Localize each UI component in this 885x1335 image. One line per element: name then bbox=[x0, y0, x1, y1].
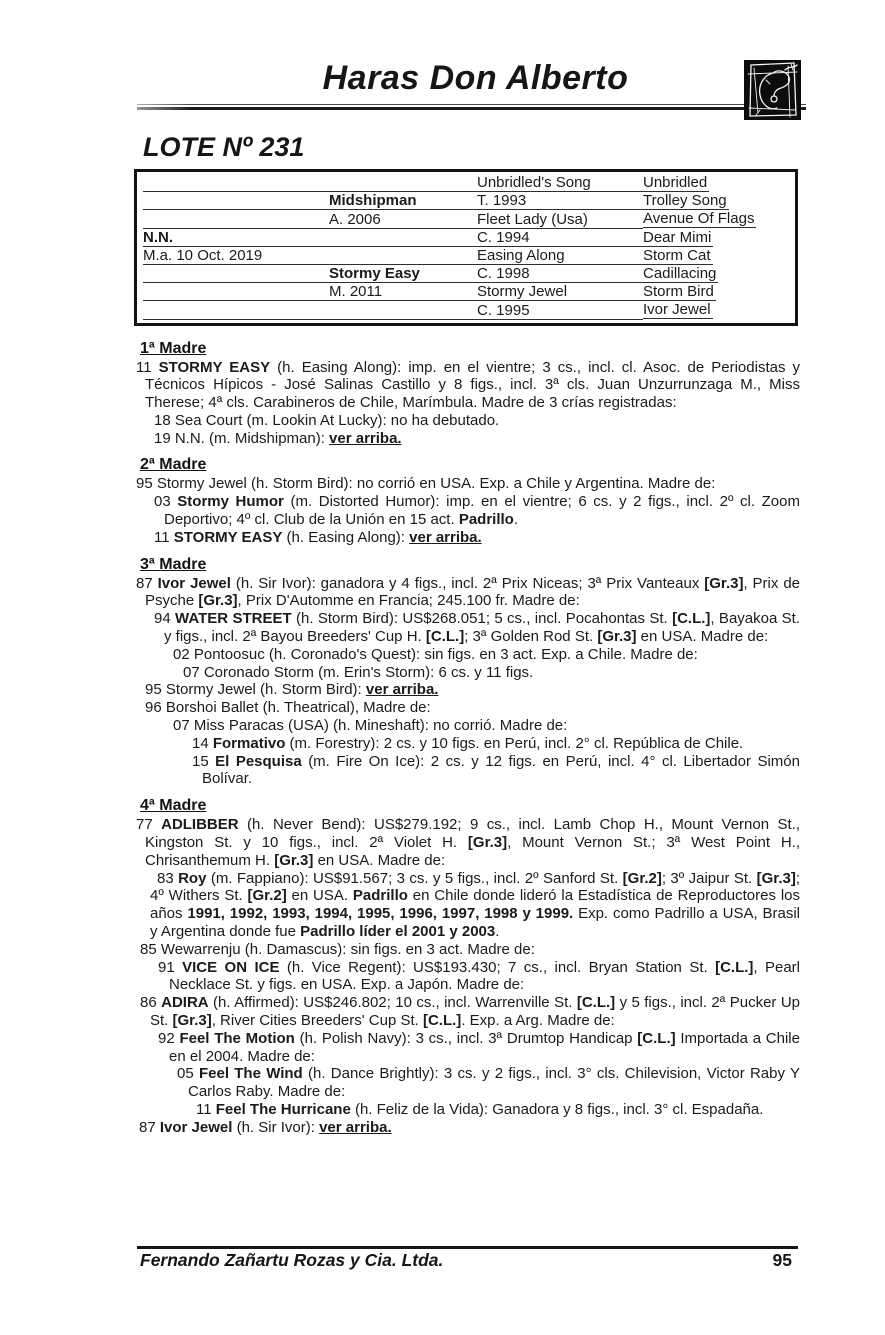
text-segment: [C.L.] bbox=[672, 610, 711, 628]
text-segment: STORMY EASY bbox=[173, 528, 283, 546]
text-segment: VICE ON ICE bbox=[182, 958, 280, 976]
text-segment: 11 bbox=[196, 1100, 216, 1118]
pedigree-cell: C. 1998 bbox=[477, 265, 643, 283]
text-segment: en USA. Madre de: bbox=[636, 628, 769, 646]
footer-divider bbox=[137, 1246, 798, 1249]
text-segment: Feel The Motion bbox=[179, 1029, 295, 1047]
pedigree-row bbox=[143, 174, 795, 192]
auctioneer-company: Fernando Zañartu Rozas y Cia. Ltda. bbox=[140, 1250, 444, 1270]
pedigree-note bbox=[0, 816, 885, 869]
text-segment: , Prix D'Automme en Francia; 245.100 fr. Madre de: bbox=[237, 592, 580, 610]
text-segment: 95 Stormy Jewel (h. Storm Bird): no corrió en USA. Exp. a Chile y Argentina. Madre de: bbox=[136, 475, 716, 493]
pedigree-note bbox=[0, 994, 885, 1030]
pedigree-table bbox=[134, 169, 798, 326]
text-segment: en Chile donde lideró la Estadística de Reproductores los años bbox=[150, 887, 800, 923]
pedigree-cell-text: Trolley Song bbox=[643, 192, 727, 210]
dam-section-heading: 2ª Madre bbox=[140, 456, 207, 474]
pedigree-note bbox=[0, 493, 885, 529]
pedigree-cell-text: Unbridled bbox=[643, 174, 708, 191]
pedigree-note bbox=[0, 1030, 885, 1066]
text-segment: Feel The Wind bbox=[198, 1065, 303, 1083]
dam-section-heading: 3ª Madre bbox=[140, 555, 207, 573]
page-number: 95 bbox=[772, 1250, 792, 1270]
text-segment: (h. Affirmed): US$246.802; 10 cs., incl. Warrenville St. bbox=[208, 994, 577, 1012]
text-segment: [Gr.3] bbox=[704, 574, 744, 592]
pedigree-note bbox=[0, 699, 885, 717]
pedigree-note bbox=[0, 529, 885, 547]
pedigree-note bbox=[0, 610, 885, 646]
pedigree-cell: M.a. 10 Oct. 2019 bbox=[143, 247, 329, 265]
pedigree-cell-text: Avenue Of Flags bbox=[643, 210, 755, 228]
text-segment: 96 Borshoi Ballet (h. Theatrical), Madre de: bbox=[145, 699, 431, 717]
text-segment: Padrillo bbox=[352, 887, 408, 905]
pedigree-cell bbox=[329, 247, 477, 265]
text-segment: [Gr.3] bbox=[597, 628, 637, 646]
text-segment: (m. Fire On Ice): 2 cs. y 12 figs. en Perú, incl. 4° cl. Libertador Simón Bolívar. bbox=[202, 752, 800, 788]
text-segment: [Gr.2] bbox=[622, 869, 662, 887]
lot-number-title: LOTE Nº 231 bbox=[143, 132, 305, 162]
text-segment: Ivor Jewel bbox=[159, 1118, 233, 1136]
text-segment: STORMY EASY bbox=[158, 358, 271, 376]
text-segment: ADLIBBER bbox=[161, 816, 239, 834]
text-segment: , River Cities Breeders' Cup St. bbox=[211, 1012, 423, 1029]
text-segment: ADIRA bbox=[161, 994, 209, 1012]
text-segment: 11 bbox=[136, 358, 159, 376]
text-segment: 1991, 1992, 1993, 1994, 1995, 1996, 1997, 1998 y 1999. bbox=[187, 905, 574, 923]
text-segment: ver arriba. bbox=[319, 1118, 392, 1136]
text-segment: [C.L.] bbox=[715, 958, 754, 976]
text-segment: Stormy Humor bbox=[177, 493, 284, 511]
text-segment: en USA. Madre de: bbox=[313, 851, 446, 869]
text-segment: (h. Sir Ivor): bbox=[232, 1118, 320, 1136]
text-segment: Importada a Chile en el 2004. Madre de: bbox=[169, 1029, 800, 1065]
pedigree-cell-text: Dear Mimi bbox=[643, 228, 712, 246]
pedigree-row bbox=[143, 283, 795, 301]
pedigree-cell bbox=[143, 174, 329, 192]
text-segment: y 5 figs., incl. 2ª Pucker Up St. bbox=[150, 994, 801, 1029]
text-segment: Padrillo bbox=[458, 511, 514, 529]
text-segment: WATER STREET bbox=[175, 610, 292, 628]
pedigree-cell bbox=[643, 265, 795, 283]
text-segment: , Mount Vernon St.; 3ª West Point H., Chrisanthemum H. bbox=[145, 834, 800, 869]
text-segment: (h. Storm Bird): US$268.051; 5 cs., incl. Pocahontas St. bbox=[291, 610, 673, 628]
text-segment: ; 3º Jaipur St. bbox=[661, 869, 757, 887]
footer-row bbox=[137, 1250, 798, 1271]
text-segment: (m. Fappiano): US$91.567; 3 cs. y 5 figs., incl. 2º Sanford St. bbox=[206, 869, 623, 887]
pedigree-note bbox=[0, 646, 885, 664]
pedigree-cell bbox=[643, 229, 795, 247]
text-segment: [Gr.2] bbox=[247, 887, 287, 905]
text-segment: , Prix de Psyche bbox=[145, 574, 801, 610]
text-segment: (h. Never Bend): US$279.192; 9 cs., incl. Lamb Chop H., Mount Vernon St., Kingston St. y 10 figs., incl. 2ª Violet H. bbox=[145, 816, 800, 852]
text-segment: [C.L.] bbox=[425, 628, 465, 646]
text-segment: ver arriba. bbox=[365, 681, 439, 699]
text-segment: [C.L.] bbox=[576, 994, 616, 1012]
pedigree-cell bbox=[643, 192, 795, 210]
text-segment: (h. Dance Brightly): 3 cs. y 2 figs., incl. 3° cls. Chilevision, Victor Raby Y Carlos Raby. Madre de: bbox=[188, 1065, 800, 1101]
pedigree-cell-text: Cadillacing bbox=[643, 264, 717, 282]
pedigree-cell: Easing Along bbox=[477, 247, 643, 265]
text-segment: . bbox=[495, 923, 500, 941]
pedigree-cell: Unbridled's Song bbox=[477, 174, 643, 192]
pedigree-note bbox=[0, 664, 885, 682]
text-segment: ver arriba. bbox=[409, 528, 482, 546]
text-segment: (h. Easing Along): bbox=[282, 528, 410, 546]
text-segment: 05 bbox=[177, 1065, 199, 1083]
pedigree-cell bbox=[143, 265, 329, 283]
pedigree-cell: Stormy Easy bbox=[329, 265, 477, 283]
text-segment: (m. Distorted Humor): imp. en el vientre; 6 cs. y 2 figs., incl. 2º cl. Zoom Deportivo; 4º cl. Club de la Unión en 15 act. bbox=[164, 493, 800, 529]
text-segment: Roy bbox=[178, 869, 207, 887]
pedigree-cell: Stormy Jewel bbox=[477, 283, 643, 301]
pedigree-note bbox=[0, 959, 885, 995]
pedigree-cell bbox=[643, 174, 795, 192]
text-segment: 19 N.N. (m. Midshipman): bbox=[154, 429, 330, 447]
pedigree-note bbox=[0, 412, 885, 430]
pedigree-cell bbox=[643, 301, 795, 319]
pedigree-note bbox=[0, 1101, 885, 1119]
page-header bbox=[0, 0, 885, 114]
text-segment: [C.L.] bbox=[422, 1012, 462, 1029]
pedigree-note bbox=[0, 575, 885, 611]
pedigree-cell: M. 2011 bbox=[329, 283, 477, 301]
pedigree-cell: Midshipman bbox=[329, 192, 477, 210]
text-segment: ; 4º Withers St. bbox=[150, 869, 800, 905]
pedigree-note bbox=[0, 475, 885, 493]
pedigree-note bbox=[0, 735, 885, 753]
text-segment: 11 bbox=[154, 528, 174, 546]
pedigree-cell-text: Storm Cat bbox=[643, 246, 711, 264]
text-segment: Formativo bbox=[212, 734, 286, 752]
text-segment: (h. Easing Along): imp. en el vientre; 3 cs., incl. cl. Asoc. de Periodistas y Técnicos Hípicos - José Salinas Castillo y 8 figs., incl. 3ª cls. Juan Unzurrunzaga M., Miss Therese; 4ª cls. Carabineros de Chile, Marímbula. Madre de 3 crías registradas: bbox=[145, 358, 800, 412]
text-segment: ; 3ª Golden Rod St. bbox=[464, 628, 598, 646]
pedigree-row bbox=[143, 301, 795, 319]
pedigree-cell: C. 1994 bbox=[477, 229, 643, 247]
text-segment: Feel The Hurricane bbox=[215, 1100, 351, 1118]
stud-farm-title: Haras Don Alberto bbox=[322, 59, 629, 97]
pedigree-row bbox=[143, 210, 795, 228]
text-segment: 91 bbox=[158, 958, 183, 976]
header-divider bbox=[137, 104, 806, 110]
pedigree-cell: T. 1993 bbox=[477, 192, 643, 210]
text-segment: 83 bbox=[157, 869, 179, 887]
text-segment: 85 Wewarrenju (h. Damascus): sin figs. en 3 act. Madre de: bbox=[140, 940, 535, 958]
text-segment: Ivor Jewel bbox=[157, 574, 231, 592]
horse-sketch-logo-icon bbox=[744, 60, 801, 120]
text-segment: Exp. como Padrillo a USA, Brasil y Argentina donde fue bbox=[150, 905, 800, 941]
text-segment: (h. Vice Regent): US$193.430; 7 cs., incl. Bryan Station St. bbox=[279, 958, 716, 976]
pedigree-note bbox=[0, 430, 885, 448]
text-segment: 03 bbox=[154, 493, 178, 511]
pedigree-row bbox=[143, 192, 795, 210]
text-segment: 07 Miss Paracas (USA) (h. Mineshaft): no corrió. Madre de: bbox=[173, 717, 568, 735]
text-segment: El Pesquisa bbox=[215, 752, 302, 770]
page-footer bbox=[137, 1246, 798, 1271]
pedigree-cell: N.N. bbox=[143, 229, 329, 247]
text-segment: [Gr.3] bbox=[198, 592, 238, 610]
text-segment: [Gr.3] bbox=[274, 851, 314, 869]
pedigree-note bbox=[0, 681, 885, 699]
pedigree-note bbox=[0, 1119, 885, 1137]
text-segment: [Gr.3] bbox=[172, 1012, 212, 1029]
text-segment: 18 Sea Court (m. Lookin At Lucky): no ha debutado. bbox=[154, 411, 500, 429]
text-segment: 77 bbox=[136, 816, 162, 834]
text-segment: . Exp. a Arg. Madre de: bbox=[461, 1012, 615, 1029]
pedigree-cell bbox=[143, 192, 329, 210]
pedigree-cell: C. 1995 bbox=[477, 301, 643, 319]
pedigree-cell bbox=[643, 283, 795, 301]
pedigree-note bbox=[0, 941, 885, 959]
dam-sections bbox=[0, 339, 885, 1137]
text-segment: 94 bbox=[154, 610, 176, 628]
text-segment: 87 bbox=[139, 1118, 160, 1136]
text-segment: 87 bbox=[136, 574, 158, 592]
text-segment: (m. Forestry): 2 cs. y 10 figs. en Perú, incl. 2° cl. República de Chile. bbox=[285, 734, 744, 752]
pedigree-note bbox=[0, 359, 885, 412]
text-segment: 02 Pontoosuc (h. Coronado's Quest): sin figs. en 3 act. Exp. a Chile. Madre de: bbox=[173, 645, 698, 663]
dam-section-heading: 4ª Madre bbox=[140, 797, 207, 815]
pedigree-cell bbox=[643, 247, 795, 265]
pedigree-note bbox=[0, 1065, 885, 1101]
dam-section-heading: 1ª Madre bbox=[140, 339, 207, 357]
text-segment: [Gr.3] bbox=[467, 834, 508, 852]
pedigree-cell: Fleet Lady (Usa) bbox=[477, 210, 643, 228]
text-segment: 15 bbox=[192, 752, 216, 770]
pedigree-row bbox=[143, 265, 795, 283]
text-segment: 95 Stormy Jewel (h. Storm Bird): bbox=[145, 681, 366, 699]
text-segment: , Bayakoa St. y figs., incl. 2ª Bayou Breeders' Cup H. bbox=[164, 610, 801, 646]
pedigree-note bbox=[0, 717, 885, 735]
text-segment: [Gr.3] bbox=[756, 869, 796, 887]
pedigree-row bbox=[143, 247, 795, 265]
text-segment: (h. Sir Ivor): ganadora y 4 figs., incl. 2ª Prix Niceas; 3ª Prix Vanteaux bbox=[230, 574, 705, 592]
text-segment: en USA. bbox=[286, 887, 353, 905]
pedigree-note bbox=[0, 753, 885, 789]
pedigree-cell-text: Ivor Jewel bbox=[643, 301, 711, 319]
text-segment: (h. Feliz de la Vida): Ganadora y 8 figs., incl. 3° cl. Espadaña. bbox=[350, 1100, 764, 1118]
text-segment: , Pearl Necklace St. y figs. en USA. Exp. a Japón. Madre de: bbox=[169, 958, 801, 994]
pedigree-cell bbox=[643, 210, 795, 228]
pedigree-cell bbox=[329, 229, 477, 247]
text-segment: 07 Coronado Storm (m. Erin's Storm): 6 cs. y 11 figs. bbox=[183, 663, 534, 681]
pedigree-note bbox=[0, 870, 885, 941]
pedigree-cell bbox=[143, 210, 329, 228]
text-segment: . bbox=[513, 511, 518, 529]
pedigree-row bbox=[143, 229, 795, 247]
pedigree-cell bbox=[143, 301, 329, 319]
pedigree-cell bbox=[329, 174, 477, 192]
pedigree-cell bbox=[329, 301, 477, 319]
pedigree-cell: A. 2006 bbox=[329, 210, 477, 228]
text-segment: Padrillo líder el 2001 y 2003 bbox=[300, 923, 496, 941]
text-segment: (h. Polish Navy): 3 cs., incl. 3ª Drumtop Handicap bbox=[294, 1029, 638, 1047]
pedigree-cell-text: Storm Bird bbox=[643, 283, 714, 301]
text-segment: 92 bbox=[158, 1029, 180, 1047]
pedigree-cell bbox=[143, 283, 329, 301]
text-segment: 14 bbox=[192, 734, 213, 752]
text-segment: 86 bbox=[140, 994, 162, 1012]
text-segment: [C.L.] bbox=[637, 1029, 676, 1047]
text-segment: ver arriba. bbox=[329, 429, 402, 447]
